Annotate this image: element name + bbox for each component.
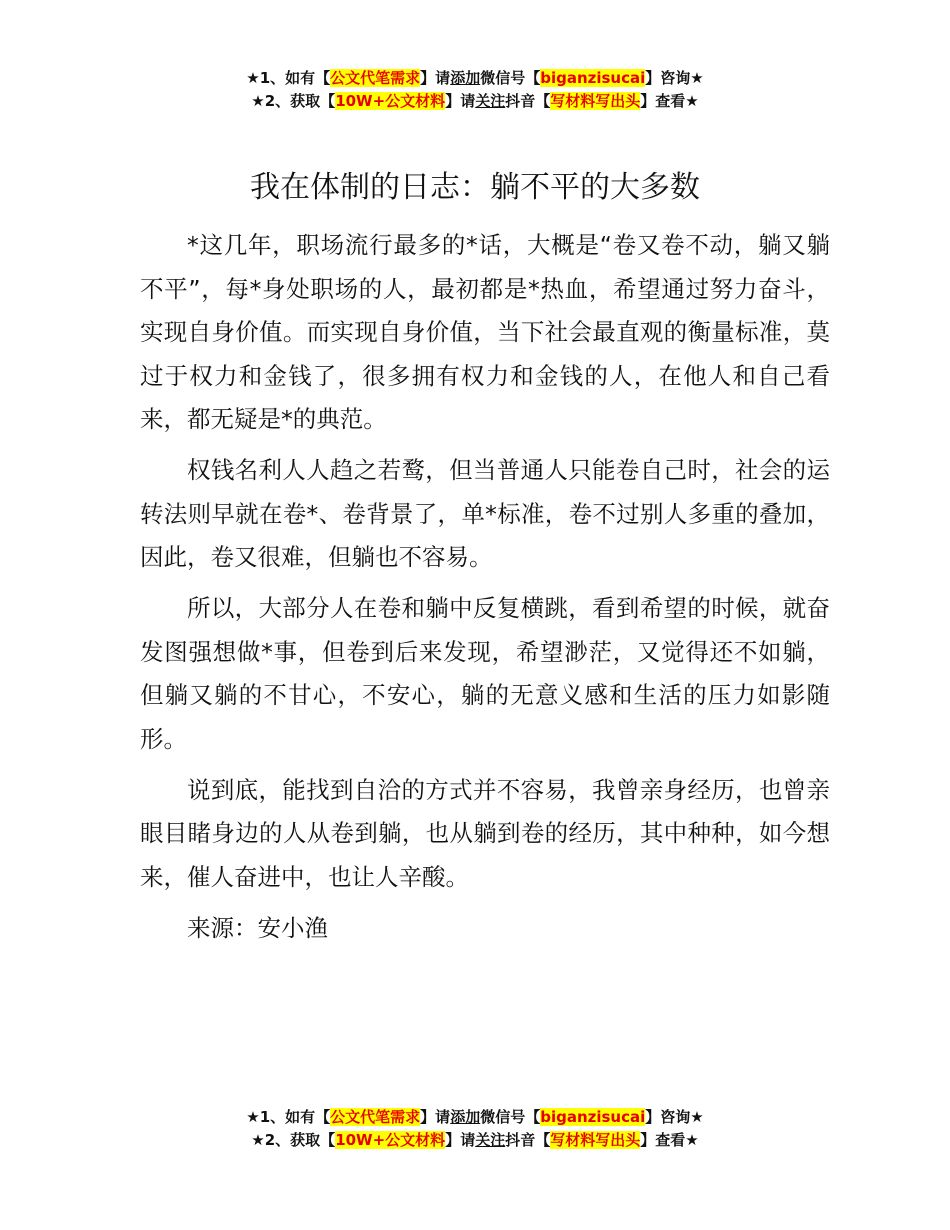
banner-text: 】请 [420,1108,451,1126]
banner-highlight: biganzisucai [540,1108,646,1126]
banner-text: 】请 [420,69,451,87]
banner-text: 抖音【 [505,92,551,110]
banner-text: 】查看★ [640,92,699,110]
article-title: 我在体制的日志：躺不平的大多数 [250,170,700,205]
banner-highlight: 10W+公文材料 [335,1131,446,1149]
banner-highlight: 写材料写出头 [550,92,641,110]
banner-text: 微信号【 [480,1108,541,1126]
banner-text: 微信号【 [480,69,541,87]
paragraph: 说到底，能找到自洽的方式并不容易，我曾亲身经历，也曾亲眼目睹身边的人从卷到躺，也从躺到卷的经历，其中种种，如今想来，催人奋进中，也让人辛酸。 [140,775,830,891]
banner-text: ★2、获取【 [251,92,336,110]
source-line: 来源：安小渔 [187,913,328,942]
banner-highlight: 公文代笔需求 [330,69,421,87]
banner-text: ★1、如有【 [246,1108,331,1126]
banner-underlined-text: 添加 [450,69,481,87]
banner-highlight: 公文代笔需求 [330,1108,421,1126]
banner-text: 】请 [445,1131,476,1149]
banner-text: 】查看★ [640,1131,699,1149]
footer-banner [0,1106,950,1152]
banner-highlight: 写材料写出头 [550,1131,641,1149]
article-body [140,224,830,958]
banner-line-2 [0,90,950,113]
banner-highlight: biganzisucai [540,69,646,87]
paragraph: 所以，大部分人在卷和躺中反复横跳，看到希望的时候，就奋发图强想做*事，但卷到后来发现，希望渺茫，又觉得还不如躺，但躺又躺的不甘心，不安心，躺的无意义感和生活的压力如影随形。 [140,594,830,753]
banner-text: 抖音【 [505,1131,551,1149]
banner-line-1 [0,67,950,90]
banner-highlight: 10W+公文材料 [335,92,446,110]
banner-text: 】咨询★ [645,69,704,87]
banner-text: ★1、如有【 [246,69,331,87]
banner-underlined-text: 关注 [475,1131,506,1149]
banner-underlined-text: 添加 [450,1108,481,1126]
banner-line-1 [0,1106,950,1129]
banner-underlined-text: 关注 [475,92,506,110]
paragraph: 权钱名利人人趋之若鹜，但当普通人只能卷自己时，社会的运转法则早就在卷*、卷背景了，单*标准，卷不过别人多重的叠加，因此，卷又很难，但躺也不容易。 [140,456,830,571]
header-banner [0,67,950,113]
banner-text: 】请 [445,92,476,110]
banner-text: ★2、获取【 [251,1131,336,1149]
banner-text: 】咨询★ [645,1108,704,1126]
paragraph: *这几年，职场流行最多的*话，大概是“卷又卷不动，躺又躺不平”，每*身处职场的人，最初都是*热血，希望通过努力奋斗，实现自身价值。而实现自身价值，当下社会最直观的衡量标准，莫过于权力和金钱了，很多拥有权力和金钱的人，在他人和自己看来，都无疑是*的典范。 [140,231,830,433]
banner-line-2 [0,1129,950,1152]
